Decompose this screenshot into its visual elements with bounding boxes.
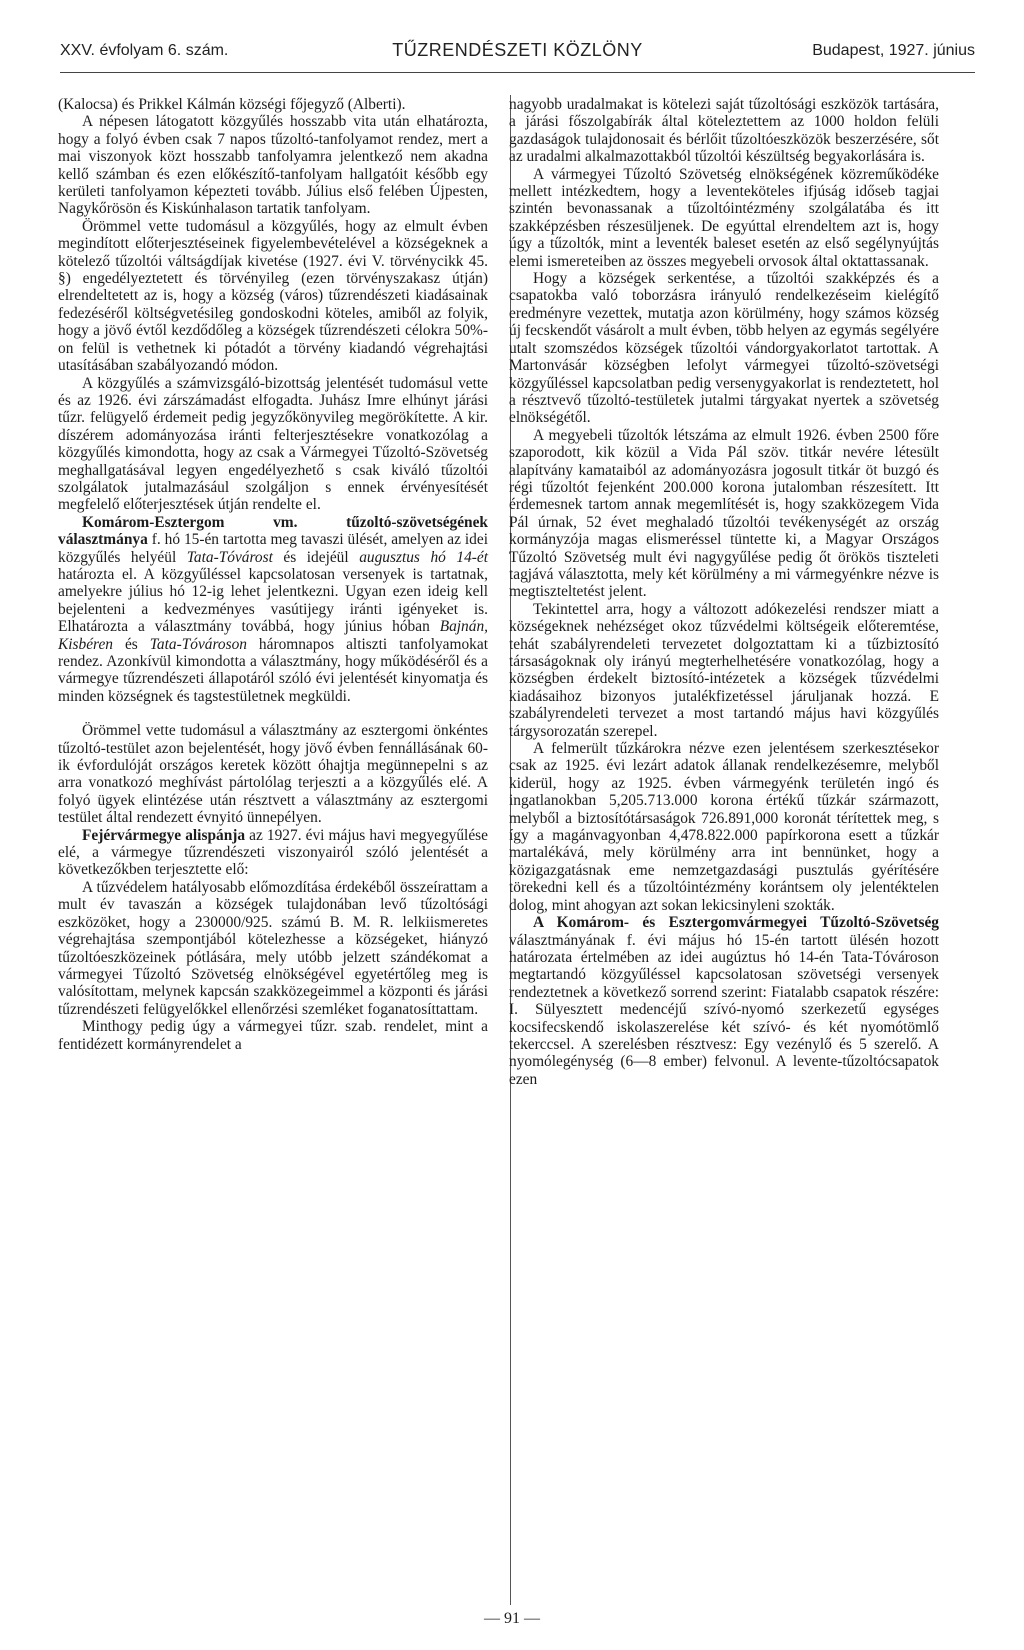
journal-title: TŰZRENDÉSZETI KÖZLÖNY bbox=[392, 40, 643, 60]
paragraph: Tekintettel arra, hogy a változott adókezelési rendszer miatt a községeknek nehézséget okoz tűzvédelmi költségeik előteremtése, tehát szabályrendeleti tervezetet dolgoztattam ki a tűzbiztosító társaságoknak oly irányú megterhelhetésére vonatkozólag, hogy a községben érdekelt biztosító-intézetek a községek tűzvédelmi kiadásaihoz bizonyos jutalékfizetéssel járuljanak hozzá. E szabályrendeleti tervezet a most tartandó május havi közgyűlés tárgysorozatán szerepel. bbox=[509, 600, 939, 740]
text-run: f. hó 15-én tartotta meg tavaszi ülését, amelyen az idei közgyűlés helyéül bbox=[58, 531, 488, 566]
right-column bbox=[509, 96, 939, 1088]
paragraph: A népesen látogatott közgyűlés hosszabb vita után elhatározta, hogy a folyó évben csak 7 napos tűzoltó-tanfolyamot rendez, mert a mai viszonyok közt hosszabb tanfolyamra jelentkező nem akadna kellő számban és ezen előkészítő-tanfolyam hallgatóit később egy kerületi tanfolyamon képezteti tovább. Július első felében Újpesten, Nagykőrösön és Kiskúnhalason tartatik tanfolyam. bbox=[58, 113, 488, 218]
left-column bbox=[58, 96, 488, 1053]
paragraph: Hogy a községek serkentése, a tűzoltói szakképzés és a csapatokba való toborzásra irányuló rendelkezéseim kielégítő eredményre vezettek, mutatja azon körülmény, hogy számos község új fecskendőt vásárolt a mult évben, több helyen az egymás segélyére utalt szomszédos községek tűzoltói vándorgyakorlatot tartottak. A Martonvásár községben lefolyt vármegyei tűzoltó-szövetségi közgyűléssel kapcsolatban pedig versenygyakorlat is rendeztetett, hol a résztvevő tűzoltó-testületek jutalmi tárgyakat nyertek a szövetség elnökségétől. bbox=[509, 270, 939, 427]
text-run: határozta el. A közgyűléssel kapcsolatosan versenyek is tartatnak, amelyekre július hó 12-ig lehet jelentkezni. Ugyan ezen ideig kell bejelenteni a kedvezményes vasútijegy iránti igényeket is. Elhatározta a választmány továbbá, hogy június hóban bbox=[58, 565, 488, 636]
paragraph: A felmerült tűzkárokra nézve ezen jelentésem szerkesztésekor csak az 1925. évi lezárt adatok állanak rendelkezésemre, melyből kiderül, hogy az 1925. évben vármegyénk területén ingó és ingatlanokban 5,205.713.000 korona értékű tűzkár származott, melyből a biztosítótársaságok 726.891,000 koronát térítettek meg, s így a magánvagyonban 4,478.822.000 papírkorona esett a tűzkár martalékává, mely körülmény arra int bennünket, hogy a közigazgatásnak eme nemzetgazdasági pusztulás gyérítésére törekedni kell és a tűzoltóintézmény korántsem oly jelentéktelen dolog, mint ahogyan azt sokan lekicsinyleni szokták. bbox=[509, 740, 939, 914]
issue-date: Budapest, 1927. június bbox=[812, 42, 975, 59]
paragraph: A megyebeli tűzoltók létszáma az elmult 1926. évben 2500 főre szaporodott, kik közül a Vida Pál szöv. titkár nevére létesült alapítvány kamataiból az adományozásra jogosult titkár öt buzgó és régi tűzoltót fejenként 200.000 korona jutalomban részesített. Itt érdemesnek tartom annak megemlítését is, hogy szakközegem Vida Pál úrnak, 52 évet meghaladó tűzoltói tevékenységét az ország kormányzója magas elismeréssel tüntette ki, a Magyar Országos Tűzoltó Szövetség mult évi nagygyűlése pedig őt örökös tiszteleti tagjává választotta, mely két körülmény a mi vármegyénkre nézve is megtiszteltetést jelent. bbox=[509, 426, 939, 601]
page-number: — 91 — bbox=[484, 1610, 540, 1627]
paragraph: nagyobb uradalmakat is kötelezi saját tűzoltósági eszközök tartására, a járási főszolgabírák által köteleztettem az 1000 holdon felüli gazdaságok tulajdonosait és bérlőit tűzoltóeszközök beszerzésére, sőt az uradalmi alkalmazottakból tűzoltói készültség begyakorlására is. bbox=[509, 96, 939, 166]
paragraph-komarom-esztergom bbox=[58, 514, 488, 705]
text-run: választmányának f. évi május hó 15-én tartott ülésén hozott határozata értelmében az idei augúztus hó 14-én Tata-Tóvároson megtartandó közgyűléssel kapcsolatosan szövetségi versenyek rendeztetnek a következő sorrend szerint: Fiatalabb csapatok részére: I. Sülyesztett medencéjű szívó-nyomó szerkezetű egységes kocsifecskendő iskolaszerelése két szívó- és két nyomótömlő tekerccsel. A szerelésben résztvesz: Egy vezénylő és 5 szerelő. A nyomólegénység (6—8 ember) felvonul. A levente-tűzoltócsapatok ezen bbox=[509, 931, 939, 1088]
paragraph: Örömmel vette tudomásul a választmány az esztergomi önkéntes tűzoltó-testület azon bejelentését, hogy jövő évben fennállásának 60-ik évfordulóját országos keretek között óhajtja megünnepelni s az arra vonatkozó meghívást pártolólag terjeszti a a közgyűlés elé. A folyó ügyek elintézése után résztvett a választmány az esztergomi testület által rendezett évnyitó ünnepélyen. bbox=[58, 722, 488, 827]
italic-place: Bajnán, Kisbéren bbox=[58, 618, 488, 653]
paragraph: A közgyűlés a számvizsgáló-bizottság jelentését tudomásul vette és az 1926. évi zárszámadást elfogadta. Juhász Imre elhúnyt járási tűzr. felügyelő érdemeit pedig jegyzőkönyvileg megörökítette. A kir. díszérem adományozása iránti felterjesztésekre vonatkozólag a közgyűlés kimondotta, hogy az csak a Vármegyei Tűzoltó-Szövetség meghallgatásával legyen engedélyezhető s csak kiváló tűzoltói szolgálatok jutalmazásául szolgáljon s ennek érvényesítését megfelelő előterjesztések útján rendelte el. bbox=[58, 374, 488, 514]
bold-lead: A Komárom- és Esztergomvármegyei Tűzoltó-Szövetség bbox=[533, 914, 939, 932]
header-rule bbox=[60, 72, 975, 73]
paragraph: Örömmel vette tudomásul a közgyűlés, hogy az elmult évben megindított előterjesztéseinek figyelembevételével a községeknek a kötelező tűzoltói váltságdíjak kivetése (1927. évi V. törvénycikk 45. §) engedélyeztetett és törvényileg (ezen törvényszakasz útján) elrendeltetett az is, hogy a község (város) tűzrendészeti kiadásainak fedezéséről költségvetésileg gondoskodni köteles, amiből az folyik, hogy a jövő évtől kezdődőleg a községek tűzrendészeti célokra 50%-on felül is vethetnek ki pótadót a törvény kiadandó végrehajtási utasításában szabályozandó módon. bbox=[58, 217, 488, 375]
text-run: és bbox=[113, 635, 150, 653]
paragraph: A vármegyei Tűzoltó Szövetség elnökségének közreműködéke mellett intézkedtem, hogy a leventeköteles ifjúság időseb tagjai szintén bevonassanak a tűzoltóintézmény szolgálatába és itt szakképzésben részesüljenek. De egyúttal elrendeltem azt is, hogy úgy a tűzoltók, mint a leventék baleset esetén az első segélynyújtás elemi ismereteiben az összes megyebeli orvosok által oktattassanak. bbox=[509, 165, 939, 270]
italic-place: Tata-Tóvárost bbox=[186, 548, 273, 566]
paragraph: A tűzvédelem hatályosabb előmozdítása érdekéből összeírattam a mult év tavaszán a községek tulajdonában levő tűzoltósági eszközöket, hogy a 230000/925. számú B. M. R. lelkiismeretes végrehajtása szempontjából kötelezhesse a községeket, hiányzó tűzoltóeszközeinek pótlására, mely utóbb jelzett szándékomat a vármegyei Tűzoltó Szövetség elnökségével egyetértőleg meg is valósítottam, melynek kapcsán szakközegeimmel a központi és járási tűzrendészeti felügyelőkkel ellenőrzési szemléket foganatosíttattam. bbox=[58, 878, 488, 1018]
italic-date: augusztus hó 14-ét bbox=[359, 548, 489, 566]
bold-lead: Komárom-Esztergom vm. tűzoltó-szövetségének választmánya bbox=[58, 513, 488, 549]
text-run: az 1927. évi május havi megyegyűlése elé, a vármegye tűzrendészeti viszonyairól szóló jelentését a következőkben terjesztette elő: bbox=[58, 826, 488, 879]
issue-number: XXV. évfolyam 6. szám. bbox=[60, 42, 229, 59]
bold-lead: Fejérvármegye alispánja bbox=[82, 826, 246, 844]
italic-place: Tata-Tóvároson bbox=[149, 635, 247, 653]
paragraph-szovetseg bbox=[509, 914, 939, 1088]
text-run: háromnapos altiszti tanfolyamokat rendez. Azonkívül kimondotta a választmány, hogy működéséről és a vármegye tűzrendészeti állapotáról szóló évi jelentését kinyomatja és minden községnek és tagstestületnek megküldi. bbox=[58, 635, 488, 705]
text-run: és idejéül bbox=[272, 548, 360, 566]
running-header bbox=[60, 40, 975, 68]
paragraph: (Kalocsa) és Prikkel Kálmán községi főjegyző (Alberti). bbox=[58, 96, 406, 113]
paragraph: Minthogy pedig úgy a vármegyei tűzr. szab. rendelet, mint a fentidézett kormányrendelet a bbox=[58, 1018, 488, 1053]
paragraph-fejervarmegye bbox=[58, 827, 488, 879]
